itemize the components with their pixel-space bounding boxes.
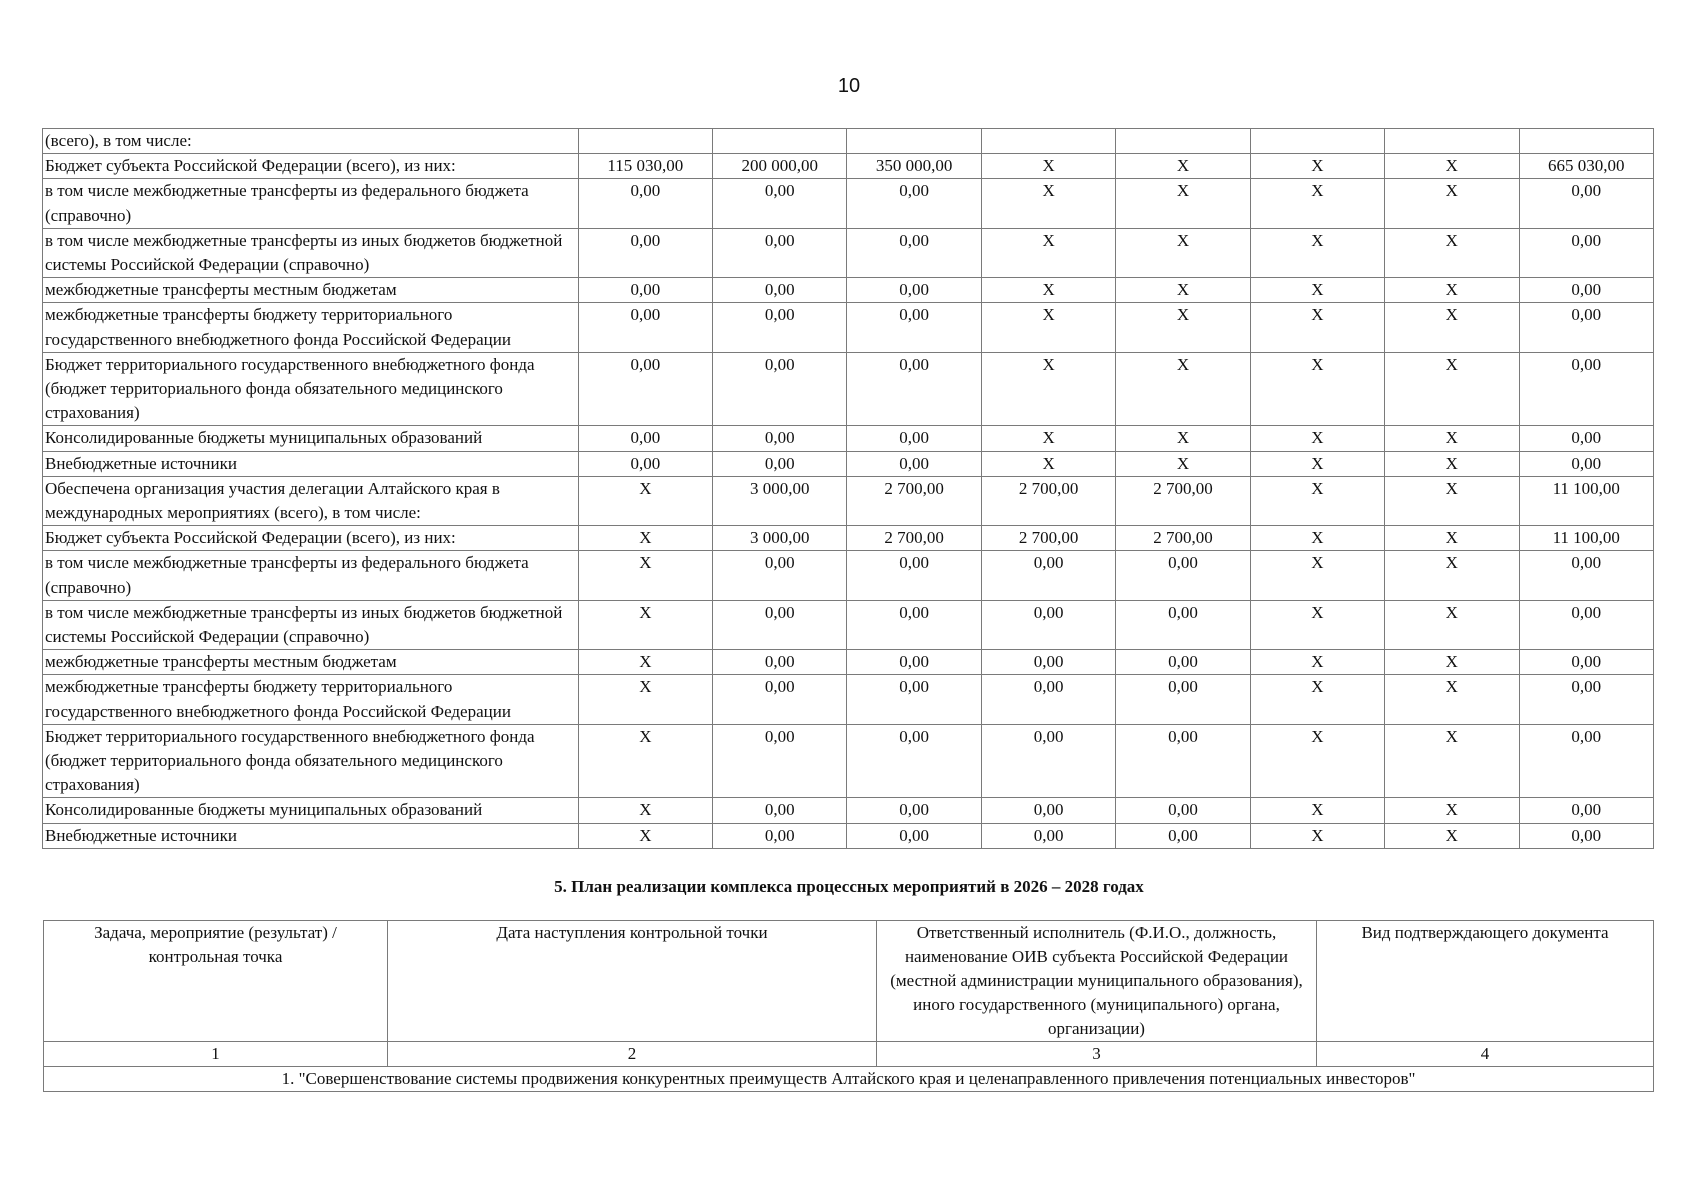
value-cell: 0,00	[847, 426, 981, 451]
table-row	[43, 798, 1654, 823]
row-label: Консолидированные бюджеты муниципальных образований	[43, 426, 579, 451]
value-cell: 665 030,00	[1519, 154, 1654, 179]
value-cell: X	[1250, 278, 1384, 303]
value-cell: X	[1116, 179, 1250, 228]
value-cell: 0,00	[981, 600, 1115, 649]
table-row	[43, 426, 1654, 451]
value-cell: 0,00	[713, 451, 847, 476]
value-cell: 0,00	[847, 798, 981, 823]
value-cell: 0,00	[1519, 724, 1654, 798]
value-cell: X	[1250, 476, 1384, 525]
row-label: Бюджет территориального государственного внебюджетного фонда (бюджет территориального фонда обязательного медицинского страхования)	[43, 724, 579, 798]
value-cell: 0,00	[981, 823, 1115, 848]
value-cell: X	[1385, 303, 1519, 352]
value-cell: 0,00	[713, 823, 847, 848]
row-label: межбюджетные трансферты бюджету территориального государственного внебюджетного фонда Российской Федерации	[43, 303, 579, 352]
value-cell: X	[1385, 451, 1519, 476]
row-label: Бюджет территориального государственного внебюджетного фонда (бюджет территориального фонда обязательного медицинского страхования)	[43, 352, 579, 426]
value-cell: X	[1116, 451, 1250, 476]
row-label: в том числе межбюджетные трансферты из иных бюджетов бюджетной системы Российской Федерации (справочно)	[43, 228, 579, 277]
value-cell: 0,00	[1519, 278, 1654, 303]
value-cell: X	[1250, 154, 1384, 179]
value-cell: X	[1385, 798, 1519, 823]
row-label: в том числе межбюджетные трансферты из федерального бюджета (справочно)	[43, 551, 579, 600]
plan-header-task: Задача, мероприятие (результат) / контрольная точка	[44, 921, 388, 1042]
value-cell: X	[981, 154, 1115, 179]
value-cell: X	[578, 798, 712, 823]
value-cell: X	[1385, 600, 1519, 649]
value-cell: 115 030,00	[578, 154, 712, 179]
table-row	[43, 303, 1654, 352]
plan-table-task-row	[44, 1067, 1654, 1092]
value-cell: X	[1385, 228, 1519, 277]
plan-header-responsible: Ответственный исполнитель (Ф.И.О., должность, наименование ОИВ субъекта Российской Федерации (местной администрации муниципального образования), иного государственного (муниципального) органа, организации)	[877, 921, 1317, 1042]
value-cell: 2 700,00	[847, 476, 981, 525]
value-cell: 0,00	[847, 650, 981, 675]
value-cell: X	[1116, 154, 1250, 179]
value-cell: 0,00	[1116, 600, 1250, 649]
value-cell: 0,00	[713, 675, 847, 724]
value-cell: X	[578, 600, 712, 649]
value-cell: 200 000,00	[713, 154, 847, 179]
table-row	[43, 278, 1654, 303]
value-cell: 0,00	[847, 352, 981, 426]
value-cell: X	[1250, 823, 1384, 848]
value-cell: X	[981, 451, 1115, 476]
value-cell: 2 700,00	[981, 526, 1115, 551]
value-cell	[1385, 129, 1519, 154]
value-cell: X	[1116, 426, 1250, 451]
value-cell: 0,00	[578, 278, 712, 303]
value-cell: 2 700,00	[1116, 526, 1250, 551]
value-cell: 0,00	[713, 352, 847, 426]
row-label: Консолидированные бюджеты муниципальных образований	[43, 798, 579, 823]
value-cell: 0,00	[578, 179, 712, 228]
value-cell: 0,00	[981, 798, 1115, 823]
value-cell: X	[1250, 526, 1384, 551]
value-cell: X	[1250, 451, 1384, 476]
value-cell: 0,00	[847, 724, 981, 798]
value-cell: 0,00	[713, 724, 847, 798]
value-cell: 0,00	[713, 228, 847, 277]
value-cell: 0,00	[1519, 179, 1654, 228]
value-cell: 0,00	[981, 551, 1115, 600]
row-label: Бюджет субъекта Российской Федерации (всего), из них:	[43, 526, 579, 551]
value-cell: 2 700,00	[1116, 476, 1250, 525]
value-cell: 0,00	[1519, 352, 1654, 426]
row-label: межбюджетные трансферты бюджету территориального государственного внебюджетного фонда Российской Федерации	[43, 675, 579, 724]
value-cell: X	[1385, 675, 1519, 724]
value-cell: X	[1116, 352, 1250, 426]
table-row	[43, 551, 1654, 600]
table-row	[43, 724, 1654, 798]
value-cell: X	[1385, 179, 1519, 228]
value-cell: X	[1250, 675, 1384, 724]
value-cell: X	[981, 278, 1115, 303]
value-cell: X	[1116, 278, 1250, 303]
value-cell: 0,00	[1116, 551, 1250, 600]
row-label: Внебюджетные источники	[43, 451, 579, 476]
value-cell: X	[1250, 798, 1384, 823]
value-cell: 2 700,00	[981, 476, 1115, 525]
row-label: в том числе межбюджетные трансферты из федерального бюджета (справочно)	[43, 179, 579, 228]
value-cell: 0,00	[578, 303, 712, 352]
row-label: межбюджетные трансферты местным бюджетам	[43, 650, 579, 675]
value-cell: X	[578, 650, 712, 675]
value-cell: 0,00	[578, 352, 712, 426]
value-cell: X	[1250, 179, 1384, 228]
value-cell: 0,00	[981, 650, 1115, 675]
value-cell: X	[1250, 303, 1384, 352]
value-cell: X	[1250, 551, 1384, 600]
value-cell: 0,00	[1519, 675, 1654, 724]
section-title: 5. План реализации комплекса процессных мероприятий в 2026 – 2028 годах	[554, 877, 1144, 896]
value-cell: X	[1385, 551, 1519, 600]
plan-table-column-numbers	[44, 1042, 1654, 1067]
value-cell: X	[578, 823, 712, 848]
column-number: 4	[1317, 1042, 1654, 1067]
value-cell	[847, 129, 981, 154]
value-cell: X	[1385, 154, 1519, 179]
value-cell: X	[1250, 228, 1384, 277]
value-cell: 0,00	[847, 823, 981, 848]
value-cell: 0,00	[578, 426, 712, 451]
value-cell: 0,00	[847, 228, 981, 277]
row-label: (всего), в том числе:	[43, 129, 579, 154]
row-label: Бюджет субъекта Российской Федерации (всего), из них:	[43, 154, 579, 179]
value-cell: X	[1250, 426, 1384, 451]
value-cell: X	[1250, 600, 1384, 649]
value-cell: 0,00	[578, 451, 712, 476]
value-cell: X	[578, 476, 712, 525]
finance-table	[42, 128, 1654, 849]
value-cell: 0,00	[1116, 724, 1250, 798]
value-cell: 0,00	[1519, 551, 1654, 600]
column-number: 1	[44, 1042, 388, 1067]
value-cell: 0,00	[713, 278, 847, 303]
value-cell: X	[1116, 228, 1250, 277]
table-row	[43, 352, 1654, 426]
value-cell: 350 000,00	[847, 154, 981, 179]
column-number: 3	[877, 1042, 1317, 1067]
table-row	[43, 526, 1654, 551]
value-cell: 0,00	[1116, 650, 1250, 675]
value-cell: 0,00	[847, 551, 981, 600]
value-cell: X	[1116, 303, 1250, 352]
value-cell: X	[578, 724, 712, 798]
column-number: 2	[388, 1042, 877, 1067]
table-row	[43, 650, 1654, 675]
value-cell: 0,00	[1519, 426, 1654, 451]
value-cell	[713, 129, 847, 154]
value-cell: X	[1250, 724, 1384, 798]
value-cell: X	[1250, 650, 1384, 675]
value-cell: 0,00	[981, 675, 1115, 724]
value-cell	[1250, 129, 1384, 154]
value-cell: 0,00	[847, 303, 981, 352]
value-cell: 0,00	[847, 675, 981, 724]
value-cell: 0,00	[713, 600, 847, 649]
value-cell: 0,00	[847, 451, 981, 476]
value-cell: X	[1385, 650, 1519, 675]
value-cell: X	[578, 551, 712, 600]
task-title: 1. "Совершенствование системы продвижения конкурентных преимуществ Алтайского края и целенаправленного привлечения потенциальных инвесторов"	[44, 1067, 1654, 1092]
value-cell: X	[1385, 426, 1519, 451]
value-cell: 0,00	[1116, 823, 1250, 848]
table-row	[43, 154, 1654, 179]
value-cell: 11 100,00	[1519, 526, 1654, 551]
value-cell: X	[1385, 476, 1519, 525]
value-cell: 0,00	[847, 600, 981, 649]
value-cell: 3 000,00	[713, 476, 847, 525]
value-cell: 0,00	[1519, 228, 1654, 277]
value-cell	[1519, 129, 1654, 154]
plan-header-date: Дата наступления контрольной точки	[388, 921, 877, 1042]
value-cell: 0,00	[1519, 798, 1654, 823]
table-row	[43, 228, 1654, 277]
value-cell: 0,00	[713, 426, 847, 451]
table-row	[43, 675, 1654, 724]
value-cell: 0,00	[1116, 798, 1250, 823]
value-cell: 0,00	[713, 551, 847, 600]
value-cell: X	[1385, 724, 1519, 798]
value-cell: X	[981, 352, 1115, 426]
value-cell: X	[578, 675, 712, 724]
value-cell: 0,00	[847, 278, 981, 303]
value-cell: 2 700,00	[847, 526, 981, 551]
value-cell: 0,00	[713, 650, 847, 675]
value-cell: 0,00	[981, 724, 1115, 798]
value-cell: 0,00	[1116, 675, 1250, 724]
row-label: в том числе межбюджетные трансферты из иных бюджетов бюджетной системы Российской Федерации (справочно)	[43, 600, 579, 649]
row-label: Обеспечена организация участия делегации Алтайского края в международных мероприятиях (всего), в том числе:	[43, 476, 579, 525]
value-cell: 0,00	[713, 798, 847, 823]
row-label: Внебюджетные источники	[43, 823, 579, 848]
value-cell: X	[1385, 278, 1519, 303]
value-cell: X	[981, 228, 1115, 277]
value-cell: X	[981, 303, 1115, 352]
table-row	[43, 179, 1654, 228]
value-cell	[981, 129, 1115, 154]
value-cell: 0,00	[1519, 303, 1654, 352]
plan-table	[43, 920, 1654, 1092]
table-row	[43, 476, 1654, 525]
table-row	[43, 600, 1654, 649]
table-row	[43, 451, 1654, 476]
finance-table-body	[43, 129, 1654, 849]
plan-header-document: Вид подтверждающего документа	[1317, 921, 1654, 1042]
value-cell: X	[1385, 352, 1519, 426]
value-cell: X	[1385, 526, 1519, 551]
value-cell: 0,00	[847, 179, 981, 228]
value-cell: 11 100,00	[1519, 476, 1654, 525]
value-cell: 3 000,00	[713, 526, 847, 551]
value-cell: 0,00	[713, 179, 847, 228]
value-cell: X	[981, 179, 1115, 228]
value-cell: 0,00	[1519, 451, 1654, 476]
table-row	[43, 129, 1654, 154]
value-cell: 0,00	[1519, 600, 1654, 649]
value-cell: X	[981, 426, 1115, 451]
value-cell: X	[1385, 823, 1519, 848]
value-cell: X	[578, 526, 712, 551]
page-number: 10	[837, 75, 861, 97]
value-cell: 0,00	[578, 228, 712, 277]
plan-table-header-row	[44, 921, 1654, 1042]
value-cell	[1116, 129, 1250, 154]
table-row	[43, 823, 1654, 848]
value-cell: 0,00	[1519, 650, 1654, 675]
value-cell	[578, 129, 712, 154]
value-cell: 0,00	[1519, 823, 1654, 848]
row-label: межбюджетные трансферты местным бюджетам	[43, 278, 579, 303]
value-cell: 0,00	[713, 303, 847, 352]
value-cell: X	[1250, 352, 1384, 426]
